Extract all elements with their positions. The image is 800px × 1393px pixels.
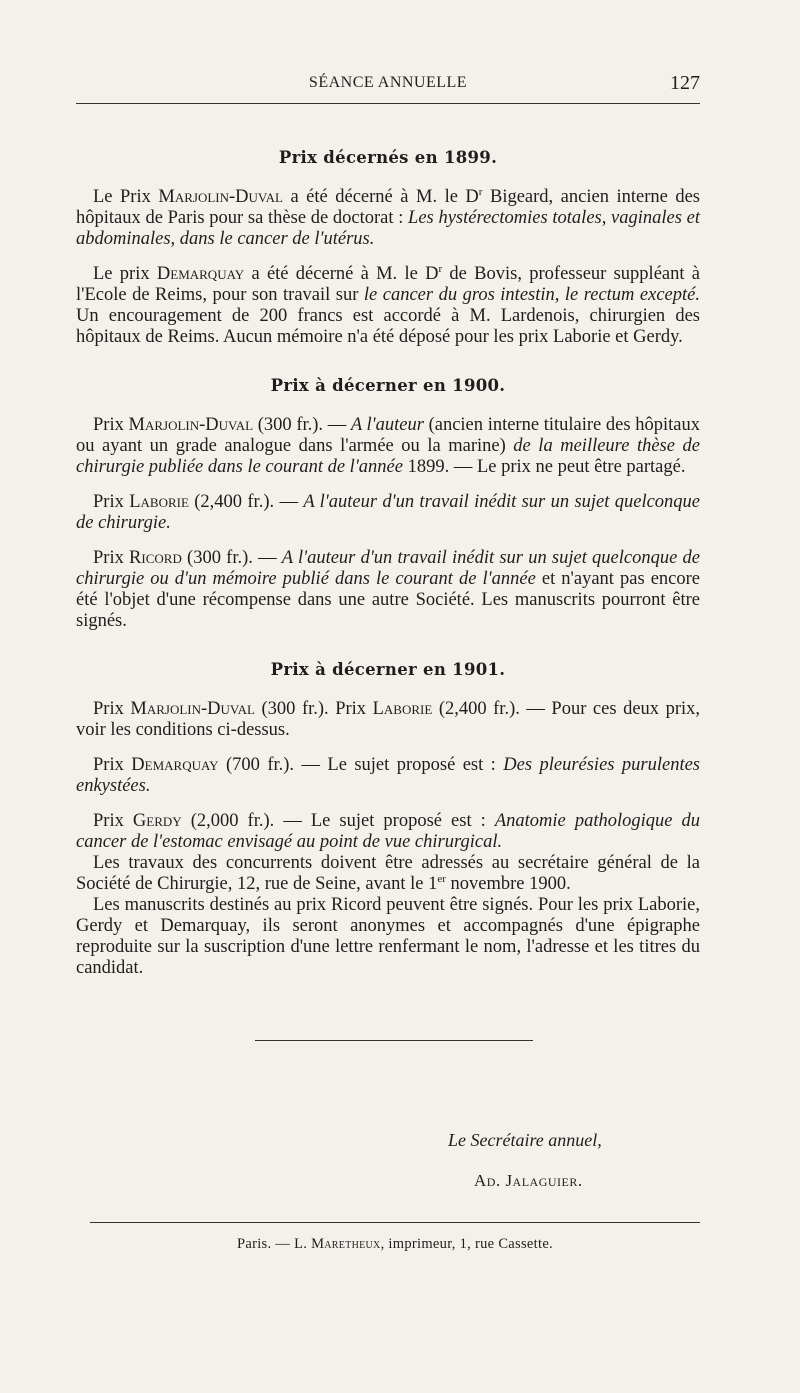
superscript: r [438, 262, 443, 275]
text-run: (700 fr.). — Le sujet proposé est : [218, 755, 504, 775]
text-run: Prix [93, 755, 132, 775]
section-divider [255, 1040, 533, 1041]
body-text [76, 148, 700, 979]
text-run: Prix [93, 548, 130, 568]
prize-name: Laborie [129, 492, 189, 512]
text-run: Les travaux des concurrents doivent être adressés au secrétaire général de la Société de Chirurgie, 12, rue de Seine, avant le 1 [76, 853, 700, 894]
paragraph-demarquay-1899 [76, 264, 700, 348]
paragraph-gerdy-1901 [76, 811, 700, 853]
text-run: a été décerné à M. le D [282, 187, 479, 207]
text-run: Paris. — [237, 1236, 295, 1252]
text-run: (300 fr.). — [253, 415, 351, 435]
text-run: Bigeard, ancien interne des hôpitaux de Paris pour sa thèse de doctorat : [76, 187, 700, 228]
prize-name: Laborie [372, 699, 433, 719]
footer-rule [90, 1222, 700, 1223]
header-rule [76, 103, 700, 104]
page-number: 127 [670, 72, 700, 94]
prize-name: Marjolin-Duval [128, 415, 254, 435]
text-run: Le prix [93, 264, 157, 284]
paragraph-demarquay-1901 [76, 755, 700, 797]
prize-name: Ricord [129, 548, 182, 568]
prize-name: Demarquay [131, 755, 219, 775]
text-run: de Bovis, professeur suppléant à l'Ecole de Reims, pour son travail sur [76, 264, 701, 305]
paragraph-laborie-1900 [76, 492, 700, 534]
signature-block [420, 1130, 700, 1191]
text-run: et n'ayant pas encore été l'objet d'une récompense dans une autre Société. Les manuscrits pourront être signés. [76, 569, 700, 631]
text-run: Prix [93, 492, 130, 512]
text-run: Les manuscrits destinés au prix Ricord peuvent être signés. Pour les prix Laborie, Gerdy et Demarquay, ils seront anonymes et accompagnés d'une épigraphe reproduite sur la suscription d'une lettre renfermant le nom, l'adresse et les titres du candidat. [76, 895, 700, 978]
printer-name: L. Maretheux [294, 1236, 381, 1252]
text-run: Le Prix [93, 187, 159, 207]
paragraph-marjolin-laborie-1901 [76, 699, 700, 741]
paragraph-marjolin-1899 [76, 187, 700, 250]
text-run: Prix [93, 699, 131, 719]
signature-title: Le Secrétaire annuel, [448, 1130, 602, 1150]
signature-name: Ad. Jalaguier. [474, 1171, 583, 1190]
paragraph-submission-deadline [76, 853, 700, 895]
text-run: (300 fr.). — [181, 548, 282, 568]
superscript: r [478, 185, 483, 198]
work-title: le cancer du gros intestin, le rectum excepté. [363, 285, 700, 305]
text-run: (2,000 fr.). — Le sujet proposé est : [181, 811, 495, 831]
thesis-title: Les hystérectomies totales, vaginales et abdominales, dans le cancer de l'utérus. [76, 208, 701, 249]
heading-1899: Prix décernés en 1899. [278, 148, 498, 167]
emphasis: A l'auteur [350, 415, 424, 435]
text-run: Un encouragement de 200 francs est accordé à M. Lardenois, chirurgien des hôpitaux de Reims. Aucun mémoire n'a été déposé pour les prix Laborie et Gerdy. [76, 306, 700, 347]
text-run: (2,400 fr.). — Pour ces deux prix, voir les conditions ci-dessus. [76, 699, 700, 740]
emphasis: A l'auteur d'un travail inédit sur un sujet quelconque de chirurgie. [76, 492, 701, 533]
text-run: Prix [93, 415, 129, 435]
superscript: er [437, 872, 446, 885]
text-run: a été décerné à M. le D [244, 264, 439, 284]
heading-1900: Prix à décerner en 1900. [270, 376, 506, 395]
running-title: SÉANCE ANNUELLE [308, 74, 468, 91]
text-run: 1899. — Le prix ne peut être partagé. [402, 457, 686, 477]
emphasis: Anatomie pathologique du cancer de l'estomac envisagé au point de vue chirurgical. [76, 811, 700, 852]
paragraph-ricord-1900 [76, 548, 700, 632]
text-run: (ancien interne titulaire des hôpitaux ou ayant un grade analogue dans l'armée ou la marine) [76, 415, 700, 456]
emphasis: de la meilleure thèse de chirurgie publiée dans le courant de l'année [76, 436, 700, 477]
text-run: , imprimeur, 1, rue Cassette. [380, 1236, 553, 1252]
printer-imprint [90, 1236, 700, 1253]
text-run: (300 fr.). Prix [254, 699, 373, 719]
emphasis: Des pleurésies purulentes enkystées. [76, 755, 701, 796]
prize-name: Demarquay [156, 264, 245, 284]
running-head [76, 72, 700, 96]
heading-1901: Prix à décerner en 1901. [270, 660, 506, 679]
paragraph-marjolin-1900 [76, 415, 700, 478]
text-run: novembre 1900. [445, 874, 571, 894]
prize-name: Marjolin-Duval [158, 187, 283, 207]
paragraph-manuscripts [76, 895, 700, 979]
emphasis: A l'auteur d'un travail inédit sur un sujet quelconque de chirurgie ou d'un mémoire publié dans le courant de l'année [76, 548, 701, 589]
text-run: (2,400 fr.). — [188, 492, 304, 512]
text-run: Prix [93, 811, 133, 831]
prize-name: Gerdy [132, 811, 182, 831]
prize-name: Marjolin-Duval [130, 699, 255, 719]
